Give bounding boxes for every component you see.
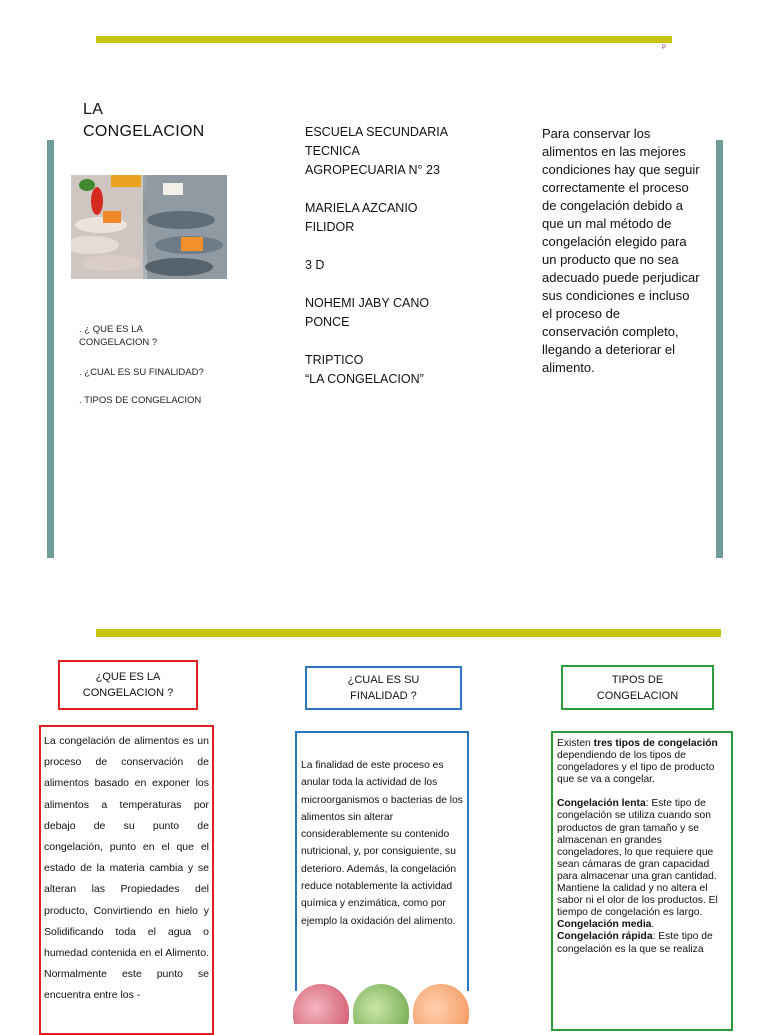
heading-box-finalidad <box>305 666 462 710</box>
finalidad-paragraph: La finalidad de este proceso es anular toda la actividad de los microorganismos o bacterias de los alimentos sin alterar considerablemente su contenido nutricional, y, por consiguiente, su deterioro. Además, la congelación reduce notablemente la actividad química y enzimática, como por ejemplo la oxidación del alimento. <box>301 760 463 927</box>
tipos-intro-pre: Existen <box>557 738 594 749</box>
frozen-vegetables-image <box>353 984 409 1024</box>
toc-item-que-es: . ¿ QUE ES LA CONGELACION ? <box>79 324 158 348</box>
tipos-lenta <box>557 798 728 919</box>
school-name-3: AGROPECUARIA N° 23 <box>305 163 440 177</box>
tipos-intro-bold: tres tipos de congelación <box>593 738 718 749</box>
school-name-2: TECNICA <box>305 144 360 158</box>
corner-mark: P <box>662 45 667 51</box>
left-teal-bar <box>47 140 54 558</box>
school-info <box>305 123 505 389</box>
tipos-lenta-bold: Congelación lenta <box>557 798 646 810</box>
fish-photo <box>71 175 227 279</box>
finalidad-text-box <box>295 731 469 991</box>
tipos-text-box <box>551 731 733 1031</box>
heading-que-es: ¿QUE ES LA CONGELACION ? <box>82 671 174 699</box>
heading-tipos: TIPOS DE CONGELACION <box>596 673 679 702</box>
fish-photo-graphic <box>71 175 227 279</box>
tipos-rapida <box>557 931 728 955</box>
toc-item-finalidad: . ¿CUAL ES SU FINALIDAD? <box>79 367 204 378</box>
frozen-shrimp-image <box>413 984 469 1024</box>
group-label: 3 D <box>305 258 325 272</box>
heading-finalidad: ¿CUAL ES SU FINALIDAD ? <box>347 674 420 702</box>
author1-line-2: FILIDOR <box>305 220 355 234</box>
right-teal-bar <box>716 140 723 558</box>
title-line-1: LA <box>83 101 104 118</box>
author2-line-1: NOHEMI JABY CANO <box>305 296 430 310</box>
school-name-1: ESCUELA SECUNDARIA <box>305 125 449 139</box>
tipos-intro <box>557 738 728 786</box>
que-es-text-box <box>39 725 214 1035</box>
tipos-lenta-text: : Este tipo de congelación se utiliza cuando son productos de gran tamaño y se almacenan en grandes congeladores, lo que requiere que sean cámaras de gran capacidad para almacenar una gran cantidad. Mantiene la calidad y no altera el sabor ni el olor de los productos. El tiempo de congelación es largo. <box>557 798 718 919</box>
top-olive-bar <box>96 36 672 43</box>
doc-type-line-1: TRIPTICO <box>305 353 364 367</box>
title-line-2: CONGELACION <box>83 123 205 140</box>
tipos-intro-post: dependiendo de los tipos de congeladores y el tipo de producto que se va a congelar. <box>557 750 715 786</box>
middle-olive-bar <box>96 629 721 637</box>
tipos-rapida-bold: Congelación rápida <box>557 931 653 943</box>
document-title <box>83 99 253 143</box>
intro-paragraph: Para conservar los alimentos en las mejores condiciones hay que seguir correctamente el proceso de congelación debido a que un mal método de congelación elegido para un producto que no sea adecuado puede perjudicar sus condiciones e incluso el proceso de conservación completo, llegando a deteriorar el alimento. <box>542 126 700 375</box>
heading-box-que-es <box>58 660 198 710</box>
tipos-media-text: . <box>651 919 655 931</box>
tipos-media-bold: Congelación media <box>557 919 652 931</box>
frozen-berries-image <box>293 984 349 1024</box>
heading-box-tipos <box>561 665 714 710</box>
author1-line-1: MARIELA AZCANIO <box>305 201 418 215</box>
tipos-rapida-text: : Este tipo de congelación es la que se realiza <box>557 931 713 955</box>
doc-type-line-2: “LA CONGELACION” <box>305 372 424 386</box>
tipos-media <box>557 919 728 931</box>
author2-line-2: PONCE <box>305 315 350 329</box>
frozen-food-photo <box>293 984 469 1024</box>
que-es-paragraph: La congelación de alimentos es un proceso de conservación de alimentos basado en exponer los alimentos a temperaturas por debajo de su punto de congelación, punto en el que el estado de la materia cambia y se alteran las Propiedades del producto, Convirtiendo en hielo y Solidificando toda el agua o humedad contenida en el Alimento. Normalmente este punto se encuentra entre los - <box>44 735 209 1002</box>
toc-item-tipos: . TIPOS DE CONGELACION <box>79 395 202 406</box>
